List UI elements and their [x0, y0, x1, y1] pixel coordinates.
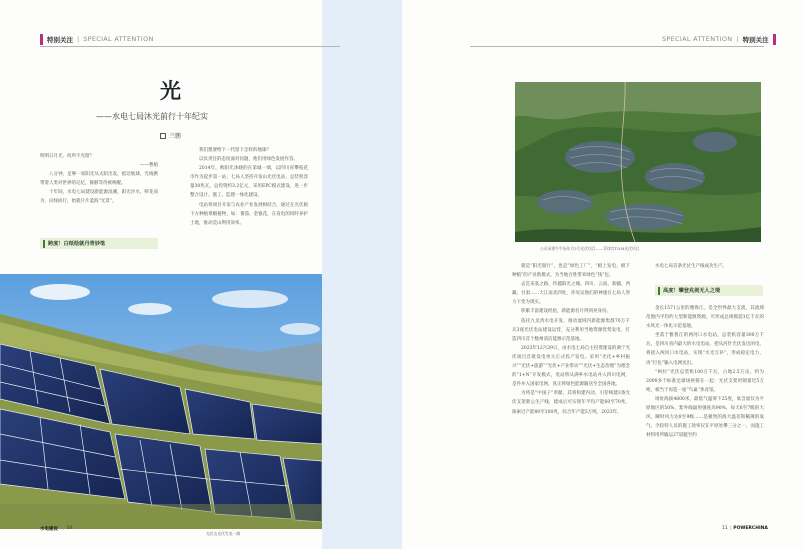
footer-brand: 水电建设	[40, 526, 58, 532]
accent-bar	[773, 34, 776, 45]
section-heading-text: 高度！攀登兆剑无人之境	[663, 288, 721, 294]
footer-brand: POWERCHINA	[733, 526, 768, 531]
left-footer: 水电建设 | 10	[40, 526, 73, 532]
heading-marker	[658, 287, 660, 295]
right-running-header	[662, 33, 776, 45]
photo-caption: 光伏山光伏发电一隅	[206, 531, 241, 536]
body-column-2	[190, 146, 308, 228]
section-heading-text: 跨度！白纸绘就丹青妙笔	[48, 241, 106, 247]
solar-panel-hillside-photo	[0, 274, 322, 529]
paragraph: 坐落于雅鲁江的两河口水电站，总装机容量300万千瓦，是四川省内最大的水电电站。把从河针光伏发出的电，将接入两河口水电站，实现“水光互补”，形成稳定电力，再“打包”输入电网送出。	[646, 333, 764, 366]
body-column-4	[646, 304, 764, 440]
author-name: 兰鹏	[169, 133, 182, 140]
header-separator: |	[77, 35, 80, 43]
aerial-solar-farm-photo	[515, 82, 761, 242]
paragraph: 水电七局首条光伏生产线成功生产。	[655, 264, 727, 269]
paragraph: 我们想要给下一代留下怎样的地球？	[199, 148, 271, 153]
paragraph: 金长1571公里的雅鲁江，是全世界最大支流，其流域范围内平均约大型新能源资源，可形成总规模超1亿千瓦的水风光一体化示范基地。	[646, 306, 764, 330]
section-label: 特别关注	[47, 35, 73, 44]
section-heading	[655, 285, 763, 296]
gutter-band	[322, 0, 402, 549]
paragraph: 十年间，水电七局建设新能源浪潮，阳光沙水，鲜花而为，向绿而行，始就片片蓝海“光景”。	[40, 190, 158, 205]
body-column-3	[512, 262, 630, 417]
paragraph: 去荒来基之路，传越阳光之城。四川、云南、新疆、西藏、甘肃……大江南北四处，你见证他们的神速在七局人努力下变为现实。	[512, 282, 630, 306]
paragraph: 依托九龙湾水电开发，推动流域内新能源集群70万千瓦3座光伏电站建设运营，充分利用当地资源优势发电，打造四川首个数州清洁能源示范基地。	[512, 318, 630, 342]
author-icon	[160, 133, 166, 139]
paragraph: 场址海拔4600米，最低气温零下25度，氧含量仅为平原地区的50%，紫外线辐射强度高90%，每天6至7级的大风，瞬时风力达8至9级……是极致的海大温差和稀薄的氧气，令较特人员的施工效率仅在平原处攀三分之一，而施工材料用所输运27道辊至约	[646, 396, 764, 439]
photo-caption: 公司承建牛牛场年月3号光伏项目——菲律宾T&M光伏项目	[540, 246, 640, 251]
left-running-header	[40, 33, 154, 45]
section-label-en: SPECIAL ATTENTION	[662, 35, 733, 43]
body-column-1	[40, 152, 158, 207]
paragraph: 就是“阳光银行”，也是“绿色工厂”，“板上发电、板下种植”的产业新模式，为当地百姓带来绿色“钱”包。	[512, 264, 630, 279]
paragraph: 八分钟，足够一束阳光从太阳出发，抵达地球。光线携带着人类对世界的记忆，静静等待被唤醒。	[40, 172, 158, 187]
heading-marker	[43, 240, 45, 248]
lead-quote-source: ——曹植	[140, 163, 158, 169]
page-number: 11	[722, 526, 728, 531]
paragraph: 以负责任的态度面对问题，他们用绿色发展作答。	[199, 157, 298, 163]
right-footer: 11 | POWERCHINA	[722, 526, 768, 531]
paragraph: “柯拉”光伏总装机100万千瓦，占地2.5万亩，约为2000多个标准足球场拼接在一起：光伏支架用钢量近5万吨，相当于再造一座“鸟巢”体育馆。	[646, 369, 764, 393]
accent-bar	[40, 34, 43, 45]
left-header-rule	[40, 46, 340, 47]
paragraph: 2014年，秋阳光沐晓的在第城一端，以四川省攀枝花市作为起步第一站，七局人坚持开发山光伏电站，总装机容量30兆瓦，总投资约3.2亿元，采用EPC模式建设，进一步整合设计、施工、监理一体化建设。	[190, 166, 308, 199]
paragraph: 电站将项目开发与农业产业发展相结合，通过在光伏板下方种植菜椒植物，如：番茄、金银花，在发电的同时养护土地，推动荒山利用效率。	[190, 202, 308, 226]
body-column-4-top	[646, 262, 764, 271]
paragraph: 积累丰富建设经验，新能源名片得到亮身份。	[521, 309, 611, 315]
article-title: 光	[160, 79, 181, 103]
lead-quote: 明明日月光，何所不光昭？	[40, 154, 94, 159]
section-label-en: SPECIAL ATTENTION	[83, 35, 154, 43]
section-label: 特别关注	[742, 35, 769, 44]
section-heading	[40, 238, 158, 249]
page-number: 10	[66, 526, 73, 531]
paragraph: 2023年12月29日，由水电七局自主投资建设的满宁光伏项目首批发电单元正式投产发电。采用“光伏+乡村振兴”“光伏+旅游”“光伏+产业带动”“光伏+生态治理”为理念的“1+N”开发模式，电站将从满乡水电站并入四川电网，是件并入国家电网，真正将绿色能源输送至全国各地。	[512, 345, 630, 388]
header-separator: |	[736, 35, 739, 43]
author-line	[160, 131, 181, 140]
paragraph: 为将是“中国子”奉献，其将构建内动，引荐统建3条光伏支架新公生产线，建成后可实现年平均产能60至70兆，探索过产能80至100兆，综合年产能5万吨。2023年，	[512, 391, 630, 415]
right-header-rule	[470, 46, 764, 47]
article-subtitle: ——水电七局沐光前行十年纪实	[96, 112, 208, 121]
